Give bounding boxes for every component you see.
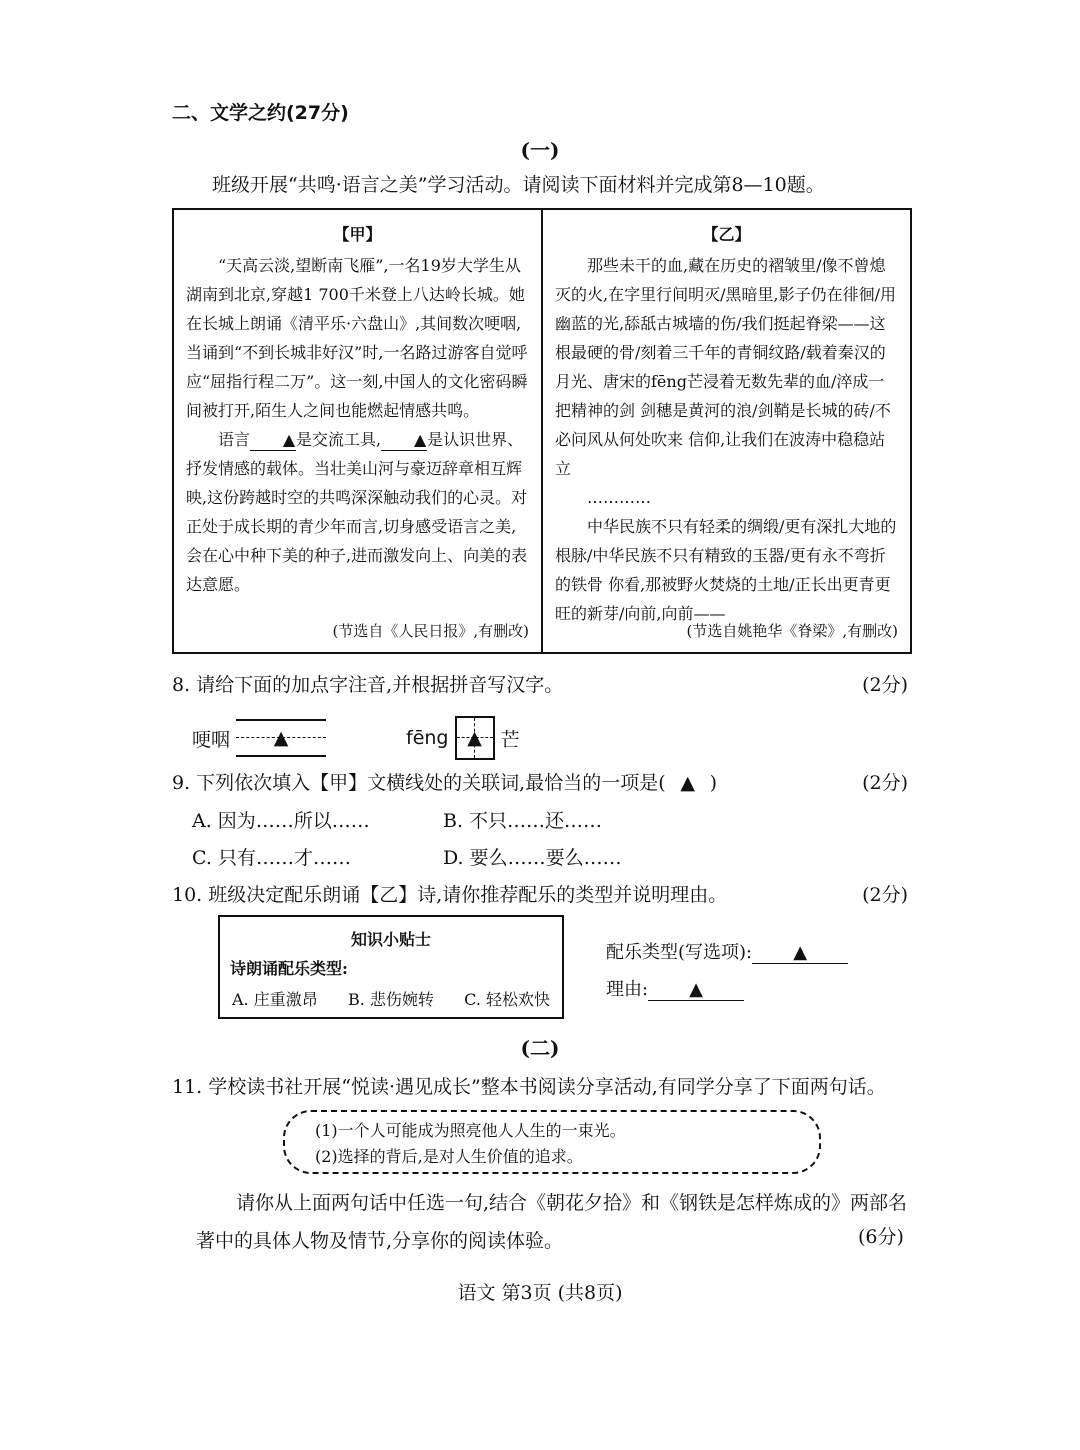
question-8 [172,670,908,697]
q8-answer-mark-1: ▲ [273,727,289,749]
yi-source: (节选自姚艳华《脊梁》,有删改) [686,622,898,640]
q9-stem [172,768,717,795]
quote-box [283,1110,821,1174]
tip-title: 知识小贴士 [350,930,431,949]
reason-blank[interactable]: ▲ [648,979,744,1001]
music-type-answer [606,938,848,964]
reason-answer [606,975,744,1001]
music-type-blank[interactable]: ▲ [752,942,848,964]
q8-word: 哽咽 [192,728,231,751]
music-type-label: 配乐类型(写选项): [606,942,753,963]
q8-pinyin: fēng [406,727,449,749]
q9-option-d[interactable]: D. 要么……要么…… [443,847,622,869]
tip-option-c: C. 轻松欢快 [464,990,550,1009]
q8-after: 芒 [500,728,520,751]
tip-subtitle: 诗朗诵配乐类型: [230,959,348,978]
q11-ask-line-2: 著中的具体人物及情节,分享你的阅读体验。 [196,1230,564,1252]
page-footer: 语文 第3页 (共8页) [457,1282,623,1304]
q11-text: 11. 学校读书社开展“悦读·遇见成长”整本书阅读分享活动,有同学分享了下面两句话。 [172,1076,886,1098]
q10-text: 10. 班级决定配乐朗诵【乙】诗,请你推荐配乐的类型并说明理由。 [172,884,728,906]
jia-paragraph-2 [186,425,529,599]
quote-sentence-2: (2)选择的背后,是对人生价值的追求。 [315,1147,583,1166]
q11-ask-line-1: 请你从上面两句话中任选一句,结合《朝花夕拾》和《钢铁是怎样炼成的》两部名 [236,1192,908,1214]
intro-text: 班级开展“共鸣·语言之美”学习活动。请阅读下面材料并完成第8—10题。 [212,174,825,196]
q8-answer-mark-2: ▲ [467,727,482,749]
jia-source: (节选自《人民日报》,有删改) [332,622,529,640]
q8-items [192,716,520,760]
yi-stanza-1: 那些未干的血,藏在历史的褶皱里/像不曾熄灭的火,在字里行间明灭/黑暗里,影子仍在徘徊/用幽蓝的光,舔舐古城墙的伤/我们挺起脊梁——这根最硬的骨/刻着三千年的青铜纹路/载着秦汉的月光、唐宋的fēng芒浸着无数先辈的血/淬成一把精神的剑 剑穗是黄河的浪/剑鞘是长城的砖/不必问风从何处吹来 信仰,让我们在波涛中稳稳站立 [555,256,896,478]
blank-2: ▲ [381,430,427,451]
q10-score: (2分) [862,884,908,906]
tip-options [220,987,562,1010]
jia-title: 【甲】 [333,225,382,244]
quote-sentence-1: (1)一个人可能成为照亮他人人生的一束光。 [315,1121,626,1140]
yi-title: 【乙】 [702,225,751,244]
q8-score: (2分) [862,674,908,696]
blank-1: ▲ [250,430,296,451]
q9-blank: ▲ [680,772,695,794]
jia-p2-end: 是认识世界、抒发情感的载体。当壮美山河与豪迈辞章相互辉映,这份跨越时空的共鸣深深触动我们的心灵。对正处于成长期的青少年而言,切身感受语言之美,会在心中种下美的种子,进而激发向上、向美的表达意愿。 [186,430,528,594]
pinyin-answer-box[interactable] [236,719,326,757]
question-10 [172,880,908,907]
part-one-heading: (一) [520,138,560,162]
q9-score: (2分) [862,772,908,794]
yi-stanza-2: 中华民族不只有轻柔的绸缎/更有深扎大地的根脉/中华民族不只有精致的玉器/更有永不弯折的铁骨 你看,那被野火焚烧的土地/正长出更青更旺的新芽/向前,向前—— [555,517,897,623]
section-title: 二、文学之约(27分) [172,102,349,124]
q9-close: ) [709,772,718,794]
part-two-heading: (二) [520,1036,560,1060]
material-yi [541,210,910,652]
q9-option-b[interactable]: B. 不只……还…… [443,810,603,832]
material-jia [174,210,541,652]
question-9 [172,768,908,795]
jia-paragraph-1: “天高云淡,望断南飞雁”,一名19岁大学生从湖南到北京,穿越1 700千米登上八达岭长城。她在长城上朗诵《清平乐·六盘山》,其间数次哽咽,当诵到“不到长城非好汉”时,一名路过游客自觉呼应“屈指行程二万”。这一刻,中国人的文化密码瞬间被打开,陌生人之间也能燃起情感共鸣。 [186,256,528,420]
q8-text: 8. 请给下面的加点字注音,并根据拼音写汉字。 [172,674,564,696]
character-answer-box[interactable] [455,716,495,760]
tip-option-b: B. 悲伤婉转 [347,990,434,1009]
jia-p2-middle: 是交流工具, [296,430,382,449]
q11-score: (6分) [858,1226,904,1248]
material-box [172,208,912,654]
reason-label: 理由: [606,979,649,1000]
q9-option-c[interactable]: C. 只有……才…… [192,847,351,869]
yi-ellipsis: ………… [587,488,651,507]
q9-text: 9. 下列依次填入【甲】文横线处的关联词,最恰当的一项是( [172,772,666,794]
jia-p2-start: 语言 [218,430,251,449]
knowledge-tip-box [218,915,564,1019]
tip-option-a: A. 庄重激昂 [232,990,318,1009]
q9-option-a[interactable]: A. 因为……所以…… [192,810,370,832]
